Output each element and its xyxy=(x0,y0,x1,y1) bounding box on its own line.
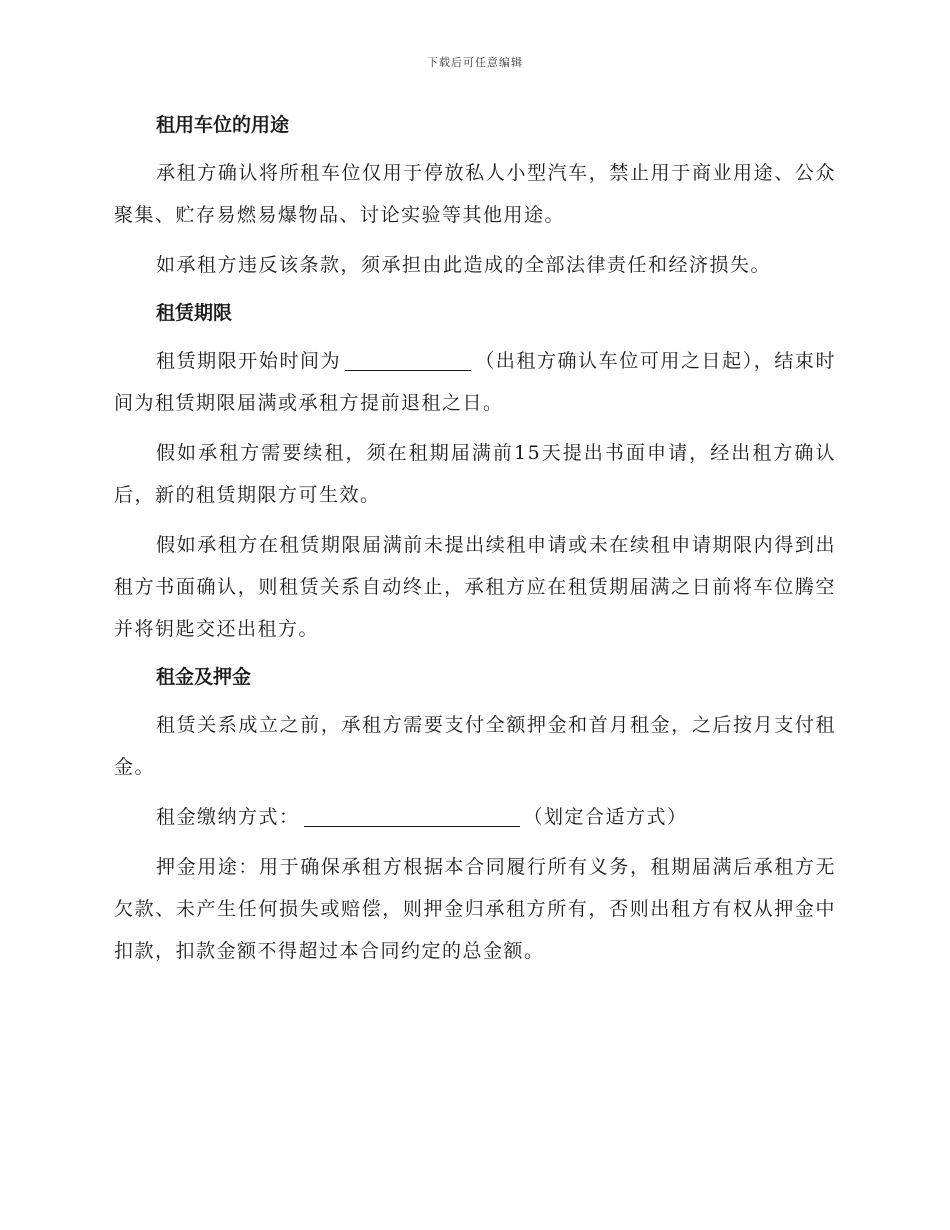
paragraph-usage-liability: 如承租方违反该条款，须承担由此造成的全部法律责任和经济损失。 xyxy=(156,254,772,276)
payment-method-label: 租金缴纳方式： xyxy=(156,806,300,828)
section-heading-rent-deposit: 租金及押金 xyxy=(156,666,252,688)
term-end-text: （出租方确认车位可用之日起），结束时间为租赁期限届满或承租方提前退租之日。 xyxy=(114,350,836,414)
section-heading-usage: 租用车位的用途 xyxy=(156,114,290,136)
page-header: 下载后可任意编辑 xyxy=(427,56,523,69)
paragraph-payment-method xyxy=(114,796,836,838)
payment-method-blank[interactable] xyxy=(304,804,520,827)
section-term xyxy=(114,298,836,650)
document-body xyxy=(114,110,836,972)
term-start-text: 租赁期限开始时间为 xyxy=(156,350,342,372)
paragraph-usage-restriction: 承租方确认将所租车位仅用于停放私人小型汽车，禁止用于商业用途、公众聚集、贮存易燃易爆物品、讨论实验等其他用途。 xyxy=(114,162,836,226)
paragraph-term-termination: 假如承租方在租赁期限届满前未提出续租申请或未在续租申请期限内得到出租方书面确认，则租赁关系自动终止，承租方应在租赁期届满之日前将车位腾空并将钥匙交还出租方。 xyxy=(114,534,836,640)
section-usage xyxy=(114,110,836,286)
section-rent-deposit xyxy=(114,662,836,972)
paragraph-rent-payment: 租赁关系成立之前，承租方需要支付全额押金和首月租金，之后按月支付租金。 xyxy=(114,714,836,778)
section-heading-term: 租赁期限 xyxy=(156,302,233,324)
payment-method-note: （划定合适方式） xyxy=(523,806,688,828)
paragraph-term-renewal: 假如承租方需要续租，须在租期届满前15天提出书面申请，经出租方确认后，新的租赁期限方可生效。 xyxy=(114,442,836,506)
paragraph-term-start xyxy=(114,340,836,424)
paragraph-deposit-usage: 押金用途：用于确保承租方根据本合同履行所有义务，租期届满后承租方无欠款、未产生任何损失或赔偿，则押金归承租方所有，否则出租方有权从押金中扣款，扣款金额不得超过本合同约定的总金额。 xyxy=(114,856,836,962)
start-date-blank[interactable] xyxy=(345,348,471,371)
